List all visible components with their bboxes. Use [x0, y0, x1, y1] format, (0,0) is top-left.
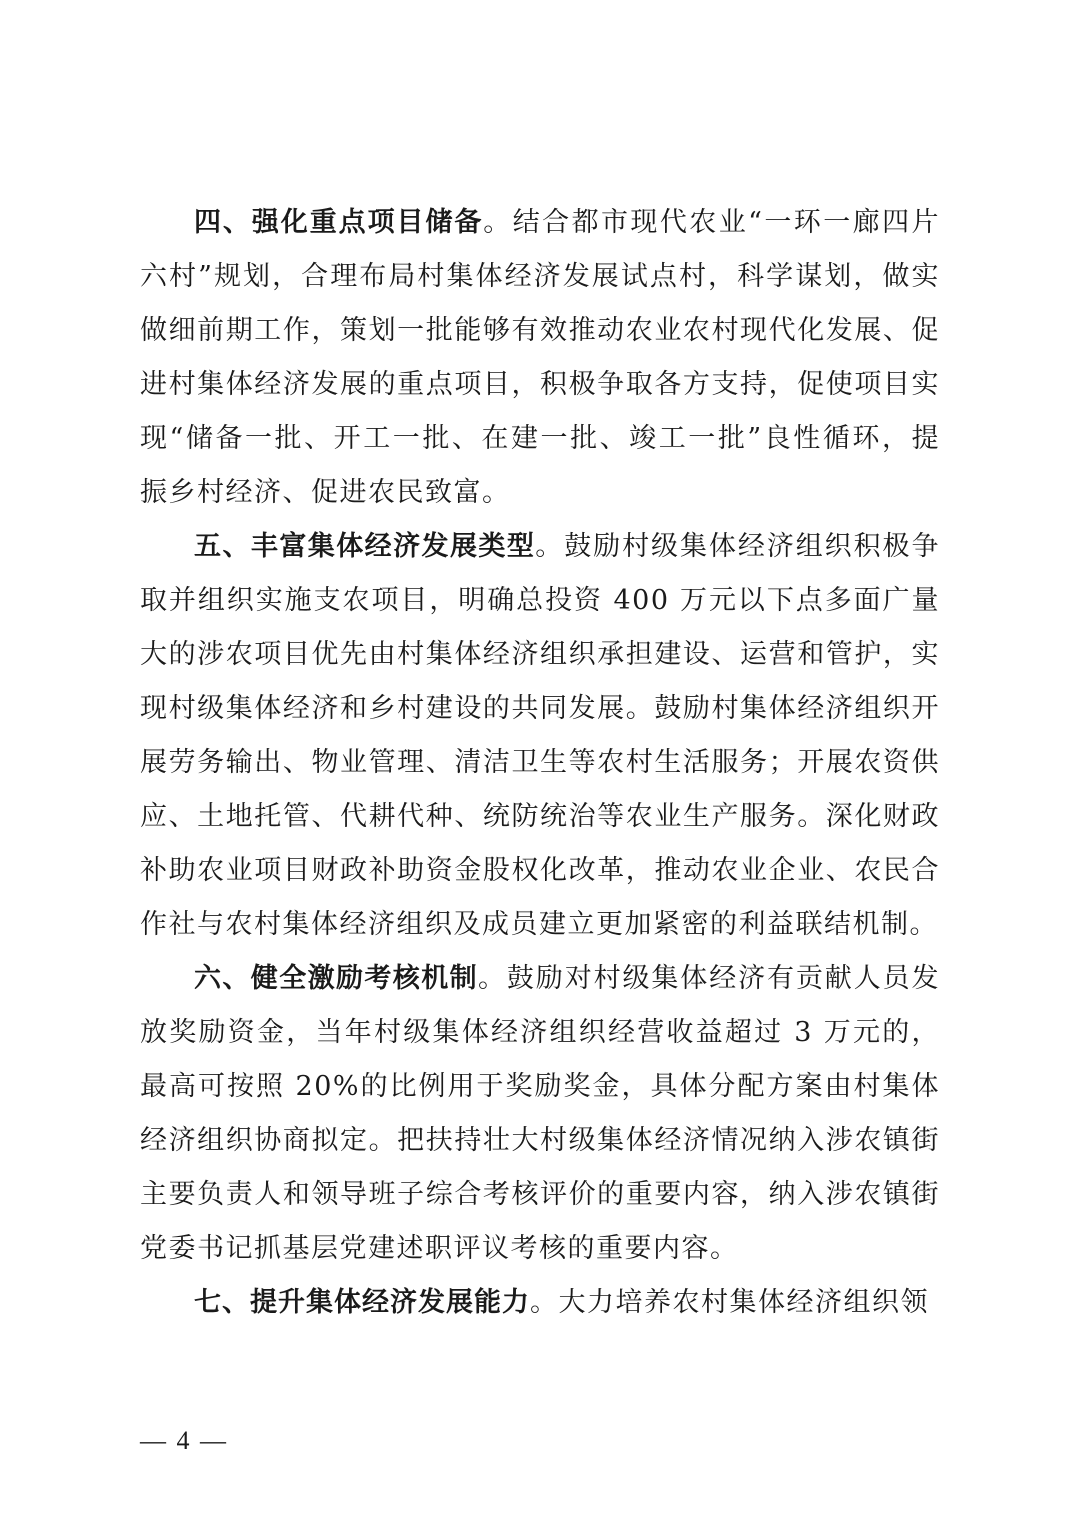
paragraph-5-text: 。鼓励村级集体经济组织积极争取并组织实施支农项目，明确总投资 400 万元以下点多面广量大的涉农项目优先由村集体经济组织承担建设、运营和管护，实现村级集体经济和乡村建设的共同发展。鼓励村集体经济组织开展劳务输出、物业管理、清洁卫生等农村生活服务；开展农资供应、土地托管、代耕代种、统防统治等农业生产服务。深化财政补助农业项目财政补助资金股权化改革，推动农业企业、农民合作社与农村集体经济组织及成员建立更加紧密的利益联结机制。	[140, 531, 941, 940]
paragraph-7	[140, 1276, 940, 1330]
paragraph-4-text: 。结合都市现代农业“一环一廊四片六村”规划，合理布局村集体经济发展试点村，科学谋划，做实做细前期工作，策划一批能够有效推动农业农村现代化发展、促进村集体经济发展的重点项目，积极争取各方支持，促使项目实现“储备一批、开工一批、在建一批、竣工一批”良性循环，提振乡村经济、促进农民致富。	[140, 207, 940, 508]
paragraph-6	[140, 952, 940, 1276]
paragraph-4-heading: 四、强化重点项目储备	[194, 207, 484, 238]
paragraph-5-heading: 五、丰富集体经济发展类型	[194, 531, 536, 562]
paragraph-6-heading: 六、健全激励考核机制	[194, 963, 478, 994]
paragraph-7-text: 。大力培养农村集体经济组织领	[530, 1287, 929, 1318]
body-text	[140, 196, 940, 1330]
page-number: — 4 —	[140, 1426, 228, 1455]
paragraph-7-heading: 七、提升集体经济发展能力	[194, 1287, 530, 1318]
paragraph-6-text: 。鼓励对村级集体经济有贡献人员发放奖励资金，当年村级集体经济组织经营收益超过 3 万元的，最高可按照 20%的比例用于奖励奖金，具体分配方案由村集体经济组织协商拟定。把扶持壮大村级集体经济情况纳入涉农镇街主要负责人和领导班子综合考核评价的重要内容，纳入涉农镇街党委书记抓基层党建述职评议考核的重要内容。	[140, 963, 940, 1264]
paragraph-5	[140, 520, 940, 952]
paragraph-4	[140, 196, 940, 520]
